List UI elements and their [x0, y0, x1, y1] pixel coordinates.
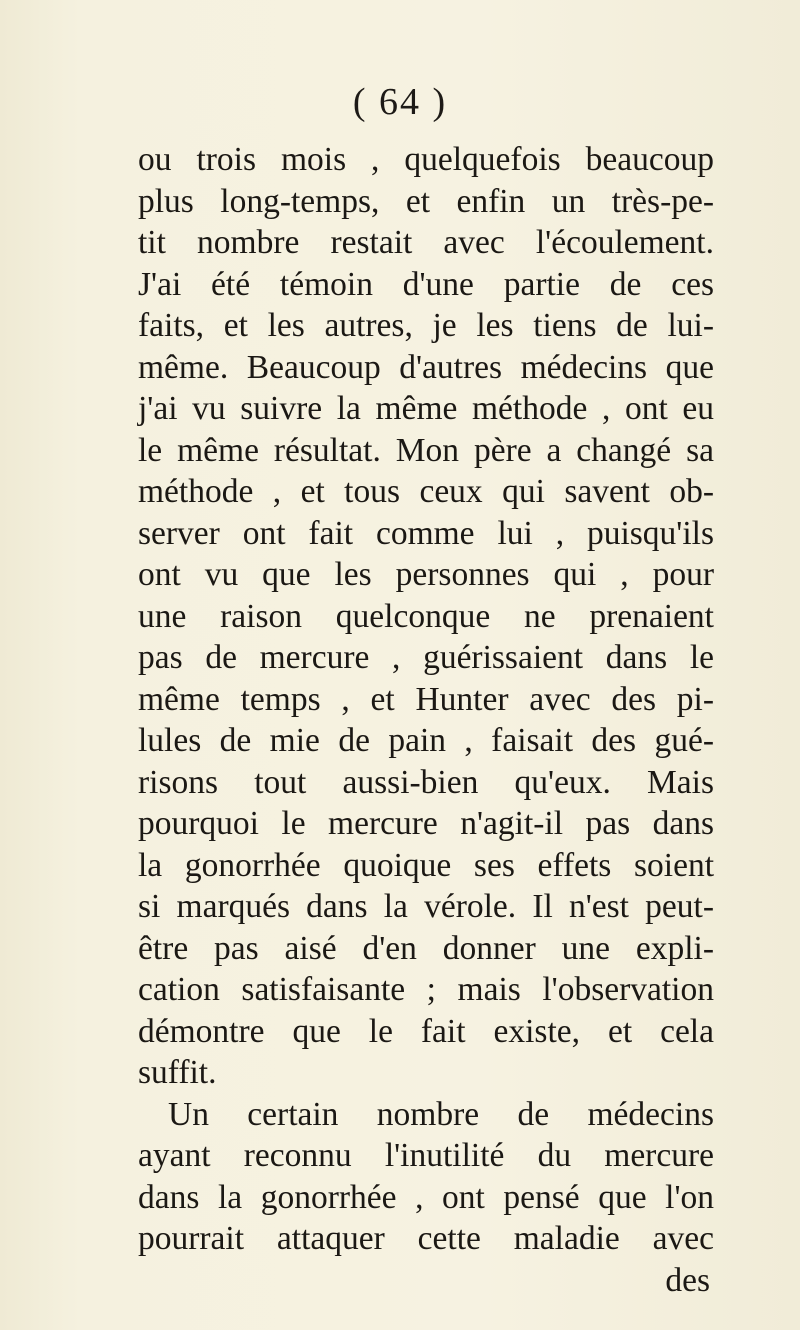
text-line: tit nombre restait avec l'écoulement. — [138, 224, 714, 261]
text-line: dans la gonorrhée , ont pensé que l'on — [138, 1178, 714, 1216]
text-line: démontre que le fait existe, et cela — [138, 1012, 714, 1050]
paragraph-start-line: Un certain nombre de médecins — [168, 1095, 714, 1133]
text-line: lules de mie de pain , faisait des gué- — [138, 722, 714, 759]
text-line: si marqués dans la vérole. Il n'est peut- — [138, 888, 714, 925]
text-line: server ont fait comme lui , puisqu'ils — [138, 514, 714, 552]
page-number-header: ( 64 ) — [352, 81, 448, 123]
text-line: ont vu que les personnes qui , pour — [138, 556, 714, 593]
text-line: pourrait attaquer cette maladie avec — [138, 1220, 714, 1257]
catchword: des — [665, 1261, 710, 1299]
text-line: même. Beaucoup d'autres médecins que — [138, 348, 714, 386]
text-line: j'ai vu suivre la même méthode , ont eu — [138, 390, 714, 427]
text-line: risons tout aussi-bien qu'eux. Mais — [138, 763, 714, 801]
text-line: même temps , et Hunter avec des pi- — [138, 680, 714, 718]
text-line: ou trois mois , quelquefois beaucoup — [138, 141, 714, 178]
text-line: cation satisfaisante ; mais l'observation — [138, 971, 714, 1008]
text-line: le même résultat. Mon père a changé sa — [138, 431, 714, 469]
body-text — [138, 139, 714, 1301]
text-line: une raison quelconque ne prenaient — [138, 597, 714, 635]
text-line: méthode , et tous ceux qui savent ob- — [138, 473, 714, 510]
text-line: J'ai été témoin d'une partie de ces — [138, 265, 714, 303]
text-line: être pas aisé d'en donner une expli- — [138, 929, 714, 967]
text-line: pourquoi le mercure n'agit-il pas dans — [138, 805, 714, 842]
text-line: la gonorrhée quoique ses effets soient — [138, 846, 714, 884]
paragraph-end-line: suffit. — [138, 1054, 217, 1091]
text-line: faits, et les autres, je les tiens de lui- — [138, 307, 714, 344]
text-line: plus long-temps, et enfin un très-pe- — [138, 182, 714, 220]
text-line: ayant reconnu l'inutilité du mercure — [138, 1137, 714, 1174]
text-line: pas de mercure , guérissaient dans le — [138, 639, 714, 676]
